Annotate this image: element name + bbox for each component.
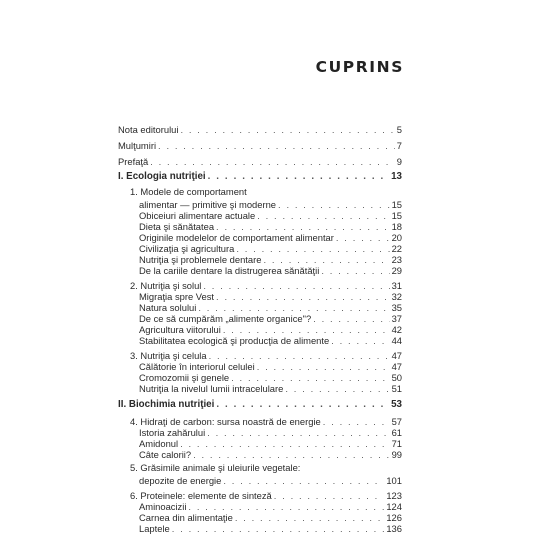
toc-entry: Obiceiuri alimentare actuale . . . 15	[118, 209, 402, 220]
toc-entry: Laptele . . . 136	[118, 522, 402, 533]
toc-entry: Cromozomii şi genele . . . 50	[118, 371, 402, 382]
toc-entry: Civilizaţia şi agricultura . . . 22	[118, 242, 402, 253]
toc-entry: Natura solului . . . 35	[118, 301, 402, 312]
toc-section-5-heading: 5. Grăsimile animale şi uleiurile vegetale:	[130, 462, 301, 473]
toc-entry: Nutriţia şi problemele dentare . . . 23	[118, 253, 402, 264]
toc-entry: De la cariile dentare la distrugerea sănătăţii . . . 29	[118, 264, 402, 275]
toc-part-1: I. Ecologia nutriţiei . . . 13	[118, 171, 402, 182]
toc-entry: Migraţia spre Vest . . . 32	[118, 290, 402, 301]
toc-entry: Istoria zahărului . . . 61	[118, 426, 402, 437]
toc-section-1-heading-cont: alimentar — primitive şi moderne . . . 15	[118, 198, 402, 209]
toc-section-3-heading: 3. Nutriţia şi celula . . . 47	[118, 349, 402, 360]
toc-section-1-heading: 1. Modele de comportament	[130, 186, 247, 197]
table-of-contents	[118, 123, 402, 533]
toc-entry-multumiri: Mulţumiri . . . 7	[118, 139, 402, 150]
toc-entry: Originile modelelor de comportament alimentar . . . 20	[118, 231, 402, 242]
toc-entry: Carnea din alimentaţie . . . 126	[118, 511, 402, 522]
toc-section-6-heading: 6. Proteinele: elemente de sinteză . . . 123	[118, 489, 402, 500]
toc-entry: Nutriţia la nivelul lumii intracelulare . . . 51	[118, 382, 402, 393]
toc-entry: Agricultura viitorului . . . 42	[118, 323, 402, 334]
toc-entry: Stabilitatea ecologică şi producţia de alimente . . . 44	[118, 334, 402, 345]
toc-entry: De ce să cumpărăm „alimente organice"? . . . 37	[118, 312, 402, 323]
toc-entry: Câte calorii? . . . 99	[118, 448, 402, 459]
toc-section-4-heading: 4. Hidraţi de carbon: sursa noastră de energie . . . 57	[118, 415, 402, 426]
toc-entry: Dieta şi sănătatea . . . 18	[118, 220, 402, 231]
toc-entry: Aminoacizii . . . 124	[118, 500, 402, 511]
toc-entry-nota-editorului: Nota editorului . . . 5	[118, 123, 402, 134]
toc-entry: Amidonul . . . 71	[118, 437, 402, 448]
toc-section-2-heading: 2. Nutriţia şi solul . . . 31	[118, 279, 402, 290]
toc-section-5-heading-cont: depozite de energie . . . 101	[118, 474, 402, 485]
toc-entry-prefata: Prefaţă . . . 9	[118, 155, 402, 166]
page-title: CUPRINS	[315, 58, 404, 76]
toc-part-2: II. Biochimia nutriţiei . . . 53	[118, 399, 402, 410]
toc-entry: Călătorie în interiorul celulei . . . 47	[118, 360, 402, 371]
